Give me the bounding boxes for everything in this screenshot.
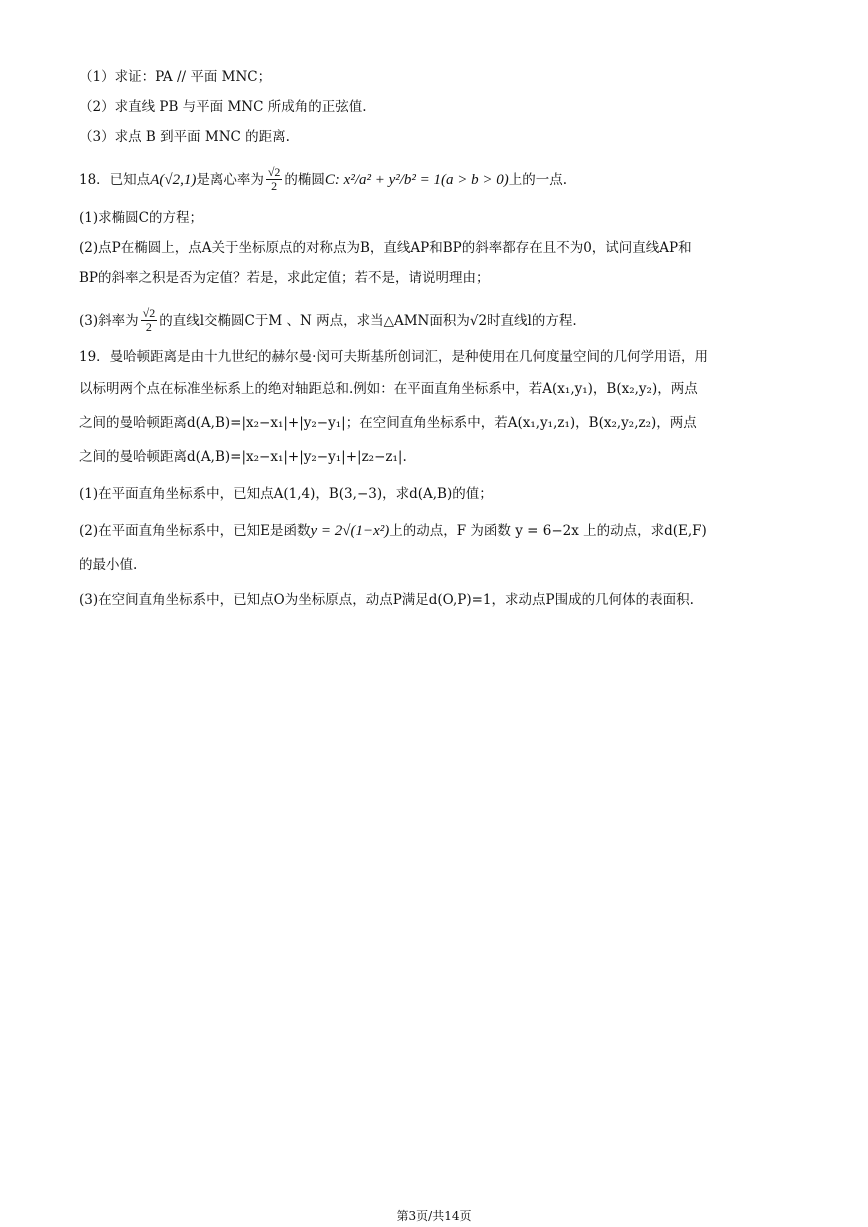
- q18-stem-mid: 是离心率为: [196, 171, 264, 188]
- q18-part3: [79, 307, 794, 334]
- q18-ellipse-equation: C: x²/a² + y²/b² = 1(a > b > 0): [324, 171, 509, 188]
- q19-line2: 以标明两个点在标准坐标系上的绝对轴距总和.例如：在平面直角坐标系中，若A(x₁,y₁)，B(x₂,y₂)，两点: [79, 381, 698, 397]
- q17-part2: （2）求直线 PB 与平面 MNC 所成角的正弦值.: [79, 99, 367, 115]
- q19-part3: (3)在空间直角坐标系中，已知点O为坐标原点，动点P满足d(O,P)=1，求动点P围成的几何体的表面积.: [79, 592, 694, 608]
- q18-stem: [79, 166, 794, 193]
- q19-part1: (1)在平面直角坐标系中，已知点A(1,4)，B(3,−3)，求d(A,B)的值；: [79, 486, 493, 502]
- q18-slope-num: √2: [142, 306, 156, 320]
- q18-stem-pre: 18．已知点: [79, 171, 151, 188]
- q17-part3: （3）求点 B 到平面 MNC 的距离.: [79, 129, 290, 145]
- q18-stem-mid2: 的椭圆: [284, 171, 325, 188]
- q17-part1: （1）求证：PA // 平面 MNC；: [79, 69, 272, 85]
- q19-line1: 19．曼哈顿距离是由十九世纪的赫尔曼·闵可夫斯基所创词汇，是种使用在几何度量空间的几何学用语，用: [79, 349, 708, 365]
- q18-ecc-fraction: [266, 166, 283, 193]
- q19-p2-post: 上的动点，F 为函数 y = 6−2x 上的动点，求d(E,F): [389, 523, 707, 539]
- q18-slope-fraction: [141, 307, 158, 334]
- q19-line3: 之间的曼哈顿距离d(A,B)=|x₂−x₁|+|y₂−y₁|；在空间直角坐标系中，若A(x₁,y₁,z₁)，B(x₂,y₂,z₂)，两点: [79, 415, 697, 431]
- q18-stem-end: 上的一点.: [508, 171, 568, 188]
- page-footer: 第3页/共14页: [396, 1209, 472, 1223]
- q18-part1: (1)求椭圆C的方程；: [79, 210, 203, 226]
- q19-part2-line2: 的最小值.: [79, 557, 138, 573]
- q18-ecc-num: √2: [267, 165, 281, 179]
- q18-stem-point: A(√2,1): [150, 171, 197, 188]
- q18-part2-line1: (2)点P在椭圆上，点A关于坐标原点的对称点为B，直线AP和BP的斜率都存在且不为0，试问直线AP和: [79, 240, 692, 256]
- q19-p2-pre: (2)在平面直角坐标系中，已知E是函数: [79, 523, 311, 539]
- q18-part2-line2: BP的斜率之积是否为定值？若是，求此定值；若不是，请说明理由；: [79, 270, 490, 286]
- q18-ecc-den: 2: [271, 179, 278, 193]
- q18-slope-den: 2: [145, 320, 152, 334]
- q18-p3-pre: (3)斜率为: [79, 312, 139, 329]
- q19-part2-line1: [79, 521, 794, 541]
- q18-p3-post: 的直线l交椭圆C于M 、N 两点，求当△AMN面积为√2时直线l的方程.: [159, 312, 577, 329]
- q19-line4: 之间的曼哈顿距离d(A,B)=|x₂−x₁|+|y₂−y₁|+|z₂−z₁|.: [79, 449, 407, 465]
- q19-p2-function: y = 2√(1−x²): [310, 523, 390, 539]
